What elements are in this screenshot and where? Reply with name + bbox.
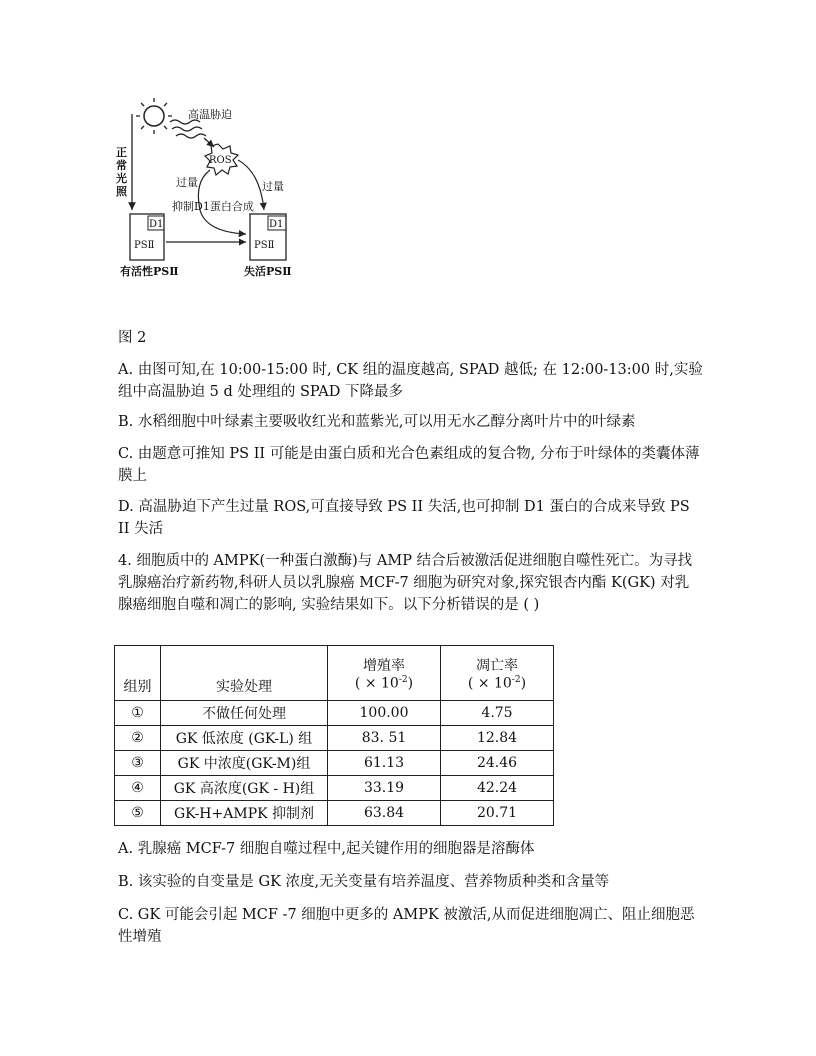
cell-apoptosis: 4.75 bbox=[441, 701, 554, 726]
cell-group: ④ bbox=[115, 776, 161, 801]
inactive-caption: 失活PSⅡ bbox=[244, 265, 292, 278]
apop-unit-base: ( × 10 bbox=[467, 675, 512, 692]
cell-group: ③ bbox=[115, 751, 161, 776]
inhibit-label: 抑制D1蛋白合成 bbox=[172, 200, 254, 213]
cell-apoptosis: 12.84 bbox=[441, 726, 554, 751]
cell-treatment: 不做任何处理 bbox=[161, 701, 328, 726]
cell-proliferation: 33.19 bbox=[328, 776, 441, 801]
cell-treatment: GK 低浓度 (GK-L) 组 bbox=[161, 726, 328, 751]
header-proliferation-unit bbox=[332, 675, 436, 692]
active-ps2-label: PSⅡ bbox=[134, 240, 155, 251]
cell-treatment: GK-H+AMPK 抑制剂 bbox=[161, 801, 328, 826]
ros-label: ROS bbox=[209, 155, 232, 166]
active-caption: 有活性PSⅡ bbox=[120, 265, 179, 278]
inactive-d1-label: D1 bbox=[269, 219, 284, 230]
table-row bbox=[115, 751, 554, 776]
apop-unit-close: ) bbox=[520, 675, 527, 692]
cell-apoptosis: 24.46 bbox=[441, 751, 554, 776]
header-proliferation bbox=[328, 646, 441, 701]
active-d1-label: D1 bbox=[149, 219, 164, 230]
header-treatment: 实验处理 bbox=[161, 646, 328, 701]
table-header-row bbox=[115, 646, 554, 701]
results-table bbox=[114, 645, 554, 826]
q4-option-b: B. 该实验的自变量是 GK 浓度,无关变量有培养温度、营养物质种类和含量等 bbox=[118, 874, 610, 890]
q3-option-a: A. 由图可知,在 10:00-15:00 时, CK 组的温度越高, SPAD 越低; 在 12:00-13:00 时,实验组中高温胁迫 5 d 处理组的 SPAD 下降最多 bbox=[118, 362, 703, 400]
q4-stem: 4. 细胞质中的 AMPK(一种蛋白激酶)与 AMP 结合后被激活促进细胞自噬性死亡。为寻找乳腺癌治疗新药物,科研人员以乳腺癌 MCF-7 细胞为研究对象,探究银杏内酯 K(GK) 对乳腺癌细胞自噬和凋亡的影响, 实验结果如下。以下分析错误的是 ( ) bbox=[118, 553, 693, 613]
header-apoptosis-title: 凋亡率 bbox=[476, 657, 518, 674]
q3-option-b: B. 水稻细胞中叶绿素主要吸收红光和蓝紫光,可以用无水乙醇分离叶片中的叶绿素 bbox=[118, 414, 636, 430]
cell-treatment: GK 中浓度(GK-M)组 bbox=[161, 751, 328, 776]
header-apoptosis bbox=[441, 646, 554, 701]
cell-treatment: GK 高浓度(GK - H)组 bbox=[161, 776, 328, 801]
excess-label-right: 过量 bbox=[262, 180, 284, 193]
prolif-unit-close: ) bbox=[407, 675, 414, 692]
excess-label-left: 过量 bbox=[176, 176, 198, 189]
cell-group: ① bbox=[115, 701, 161, 726]
cell-group: ② bbox=[115, 726, 161, 751]
cell-apoptosis: 20.71 bbox=[441, 801, 554, 826]
sun-icon bbox=[136, 98, 172, 134]
prolif-unit-exp: -2 bbox=[398, 674, 408, 685]
table-row bbox=[115, 726, 554, 751]
light-label-1: 正 bbox=[116, 146, 127, 159]
cell-group: ⑤ bbox=[115, 801, 161, 826]
cell-proliferation: 83. 51 bbox=[328, 726, 441, 751]
q3-option-d: D. 高温胁迫下产生过量 ROS,可直接导致 PS II 失活,也可抑制 D1 蛋白的合成来导致 PS II 失活 bbox=[118, 499, 690, 537]
table-row bbox=[115, 701, 554, 726]
header-group: 组别 bbox=[115, 646, 161, 701]
header-proliferation-title: 增殖率 bbox=[363, 657, 405, 674]
cell-proliferation: 63.84 bbox=[328, 801, 441, 826]
q4-option-a: A. 乳腺癌 MCF-7 细胞自噬过程中,起关键作用的细胞器是溶酶体 bbox=[118, 841, 535, 857]
prolif-unit-base: ( × 10 bbox=[354, 675, 399, 692]
light-label-2: 常 bbox=[116, 159, 127, 172]
table-row bbox=[115, 801, 554, 826]
ps2-diagram bbox=[110, 92, 310, 282]
cell-proliferation: 100.00 bbox=[328, 701, 441, 726]
light-label-3: 光 bbox=[116, 172, 127, 185]
figure-label: 图 2 bbox=[118, 330, 147, 346]
light-label-4: 照 bbox=[116, 185, 127, 198]
q3-option-c: C. 由题意可推知 PS II 可能是由蛋白质和光合色素组成的复合物, 分布于叶绿体的类囊体薄膜上 bbox=[118, 446, 700, 484]
apop-unit-exp: -2 bbox=[511, 674, 521, 685]
table-row bbox=[115, 776, 554, 801]
heat-wave-icon bbox=[170, 120, 206, 138]
stress-label: 高温胁迫 bbox=[188, 108, 232, 121]
inactive-ps2-label: PSⅡ bbox=[254, 240, 275, 251]
cell-proliferation: 61.13 bbox=[328, 751, 441, 776]
cell-apoptosis: 42.24 bbox=[441, 776, 554, 801]
header-apoptosis-unit bbox=[445, 675, 549, 692]
ps2-diagram-svg bbox=[110, 92, 310, 282]
q4-option-c: C. GK 可能会引起 MCF -7 细胞中更多的 AMPK 被激活,从而促进细胞凋亡、阻止细胞恶性增殖 bbox=[118, 907, 695, 945]
